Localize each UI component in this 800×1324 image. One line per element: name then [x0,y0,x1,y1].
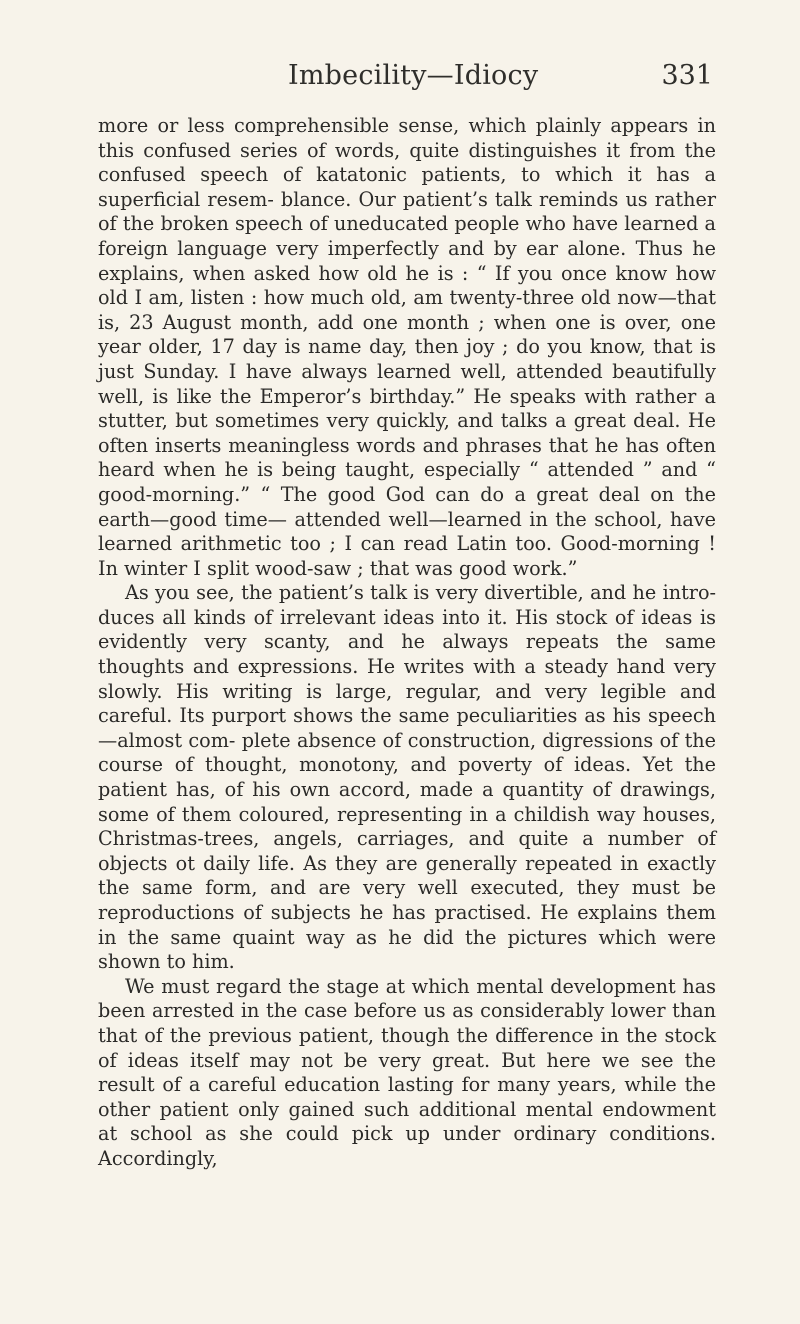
running-title: Imbecility—Idiocy [288,60,539,91]
page-number: 331 [661,60,713,91]
paragraph: As you see, the patient’s talk is very divertible, and he intro- duces all kinds of irrelevant ideas into it. His stock of ideas is evidently very scanty, and he always repeats the same thoughts and expressions. He writes with a steady hand very slowly. His writing is large, regular, and very legible and careful. Its purport shows the same peculiarities as his speech—almost com- plete absence of construction, digressions of the course of thought, monotony, and poverty of ideas. Yet the patient has, of his own accord, made a quantity of drawings, some of them coloured, representing in a childish way houses, Christmas-trees, angels, carriages, and quite a number of objects ot daily life. As they are generally repeated in exactly the same form, and are very well executed, they must be reproductions of subjects he has practised. He explains them in the same quaint way as he did the pictures which were shown to him. [98,581,716,974]
paragraph: We must regard the stage at which mental development has been arrested in the case before us as considerably lower than that of the previous patient, though the difference in the stock of ideas itself may not be very great. But here we see the result of a careful education lasting for many years, while the other patient only gained such additional mental endowment at school as she could pick up under ordinary conditions. Accordingly, [98,974,716,1170]
paragraph-continued: more or less comprehensible sense, which plainly appears in this confused series of words, quite distinguishes it from the confused speech of katatonic patients, to which it has a superficial resem- blance. Our patient’s talk reminds us rather of the broken speech of uneducated people who have learned a foreign language very imperfectly and by ear alone. Thus he explains, when asked how old he is : “ If you once know how old I am, listen : how much old, am twenty-three old now—that is, 23 August month, add one month ; when one is over, one year older, 17 day is name day, then joy ; do you know, that is just Sunday. I have always learned well, attended beautifully well, is like the Emperor’s birthday.” He speaks with rather a stutter, but sometimes very quickly, and talks a great deal. He often inserts meaningless words and phrases that he has often heard when he is being taught, especially “ attended ” and “ good-morning.” “ The good God can do a great deal on the earth—good time— attended well—learned in the school, have learned arithmetic too ; I can read Latin too. Good-morning ! In winter I split wood-saw ; that was good work.” [98,114,716,580]
body-text [98,114,716,1172]
running-header [98,60,713,100]
